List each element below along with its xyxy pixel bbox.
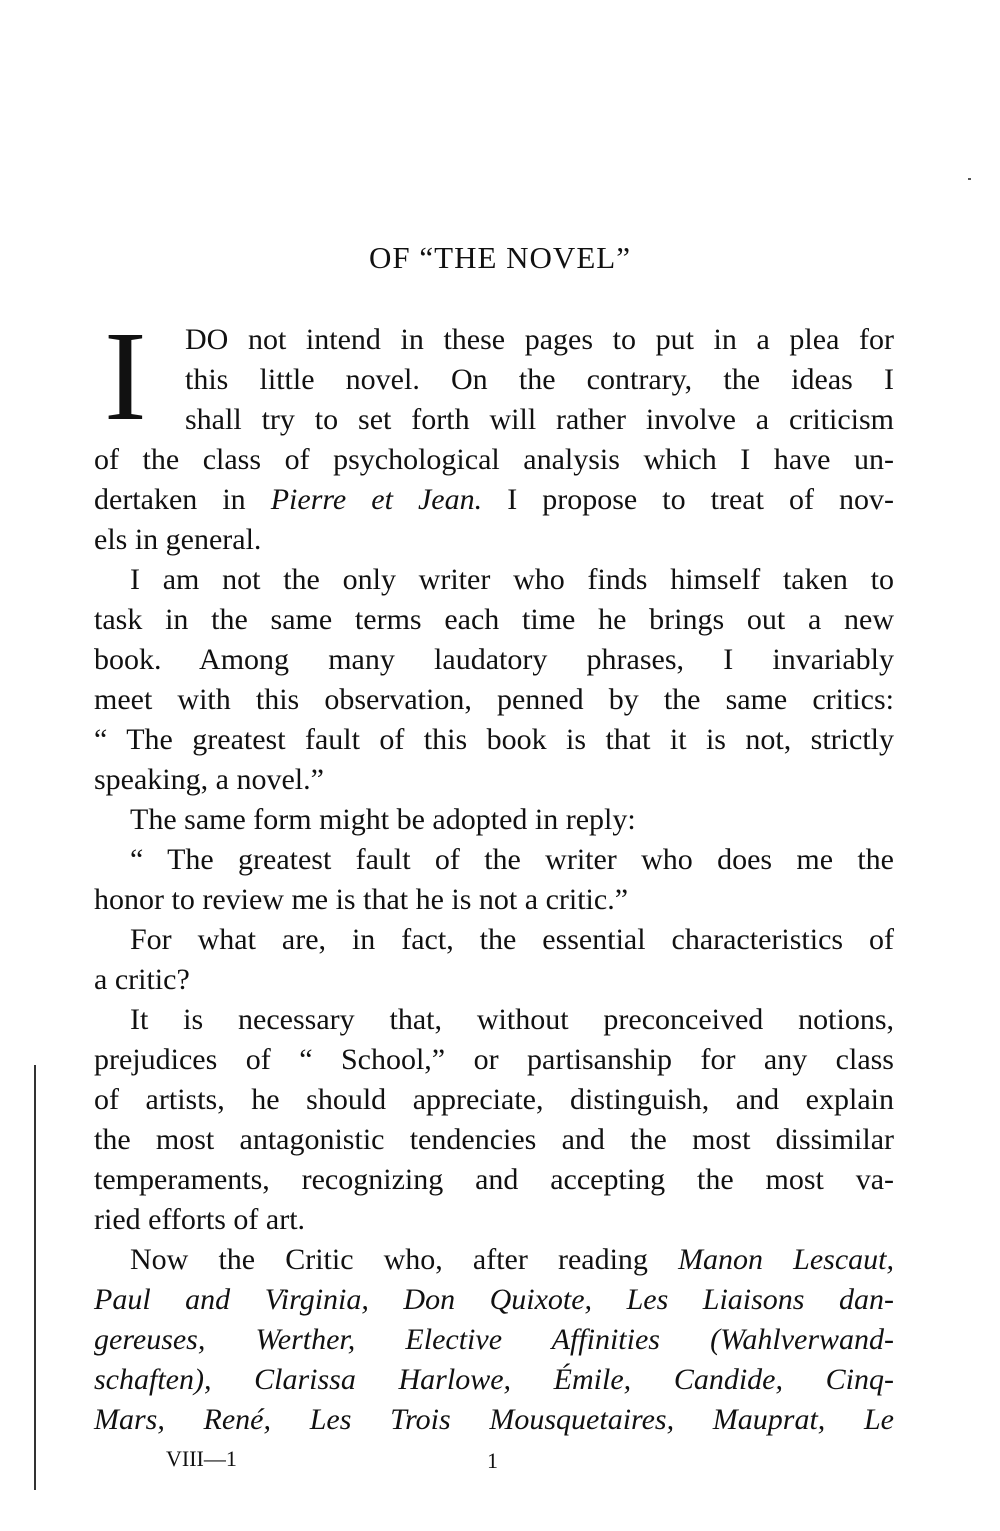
italic-title-text: Pierre et Jean. <box>270 483 483 516</box>
text-line <box>94 1120 894 1160</box>
text-segment: It is necessary that, without preconceived notions, <box>130 1003 894 1036</box>
text-segment: “ The greatest fault of this book is that it is not, strictly <box>94 723 894 756</box>
text-line <box>94 760 894 800</box>
text-segment: “ The greatest fault of the writer who does me the <box>130 843 894 876</box>
text-segment: prejudices of “ School,” or partisanship for any class <box>94 1043 894 1076</box>
italic-title-text: Manon Lescaut, <box>678 1243 894 1276</box>
text-segment: temperaments, recognizing and accepting the most va- <box>94 1163 894 1196</box>
italic-title-text: Mars, René, Les Trois Mousquetaires, Mauprat, Le <box>94 1403 894 1436</box>
text-line <box>94 480 894 520</box>
signature-mark: VIII—1 <box>166 1446 237 1471</box>
text-line <box>130 800 894 840</box>
text-line <box>185 320 894 360</box>
text-segment: DO not intend in these pages to put in a plea for <box>185 323 894 356</box>
text-line <box>94 640 894 680</box>
text-segment: shall try to set forth will rather involve a criticism <box>185 403 894 436</box>
text-line <box>94 1200 894 1240</box>
text-line <box>94 960 894 1000</box>
text-segment: book. Among many laudatory phrases, I invariably <box>94 643 894 676</box>
text-line <box>130 1000 894 1040</box>
text-segment: Now the Critic who, after reading <box>130 1243 679 1276</box>
text-line <box>94 600 894 640</box>
text-segment: honor to review me is that he is not a critic.” <box>94 883 629 916</box>
text-segment: this little novel. On the contrary, the ideas I <box>185 363 894 396</box>
scan-margin-line <box>34 1065 36 1490</box>
text-segment: els in general. <box>94 523 262 556</box>
text-line <box>94 720 894 760</box>
text-segment: a critic? <box>94 963 190 996</box>
text-segment: of the class of psychological analysis which I have un- <box>94 443 894 476</box>
text-line <box>94 680 894 720</box>
text-segment: task in the same terms each time he brings out a new <box>94 603 894 636</box>
text-line <box>130 840 894 880</box>
text-line <box>130 920 894 960</box>
scan-speck <box>968 178 971 180</box>
text-line <box>94 1280 894 1320</box>
text-segment: I am not the only writer who finds himself taken to <box>130 563 894 596</box>
text-line <box>130 560 894 600</box>
italic-title-text: schaften), Clarissa Harlowe, Émile, Candide, Cinq- <box>94 1363 894 1396</box>
text-segment: of artists, he should appreciate, distinguish, and explain <box>94 1083 894 1116</box>
text-segment: the most antagonistic tendencies and the most dissimilar <box>94 1123 894 1156</box>
text-line <box>94 1360 894 1400</box>
page-number: 1 <box>487 1448 498 1473</box>
italic-title-text: gereuses, Werther, Elective Affinities (Wahlverwand- <box>94 1323 894 1356</box>
text-line <box>94 1160 894 1200</box>
text-line <box>130 1240 894 1280</box>
italic-title-text: Paul and Virginia, Don Quixote, Les Liaisons dan- <box>94 1283 894 1316</box>
text-segment: speaking, a novel.” <box>94 763 324 796</box>
text-segment: meet with this observation, penned by the same critics: <box>94 683 894 716</box>
text-segment: dertaken in <box>94 483 271 516</box>
text-line <box>94 1080 894 1120</box>
drop-cap: I <box>104 305 147 447</box>
text-line <box>94 1040 894 1080</box>
text-line <box>185 400 894 440</box>
text-line <box>94 520 894 560</box>
chapter-title: OF “THE NOVEL” <box>369 240 631 275</box>
text-line <box>94 1400 894 1440</box>
text-segment: I propose to treat of nov- <box>482 483 895 516</box>
text-line <box>185 360 894 400</box>
text-line <box>94 1320 894 1360</box>
text-line <box>94 440 894 480</box>
text-line <box>94 880 894 920</box>
text-segment: ried efforts of art. <box>94 1203 306 1236</box>
text-segment: For what are, in fact, the essential characteristics of <box>130 923 894 956</box>
text-segment: The same form might be adopted in reply: <box>130 803 636 836</box>
